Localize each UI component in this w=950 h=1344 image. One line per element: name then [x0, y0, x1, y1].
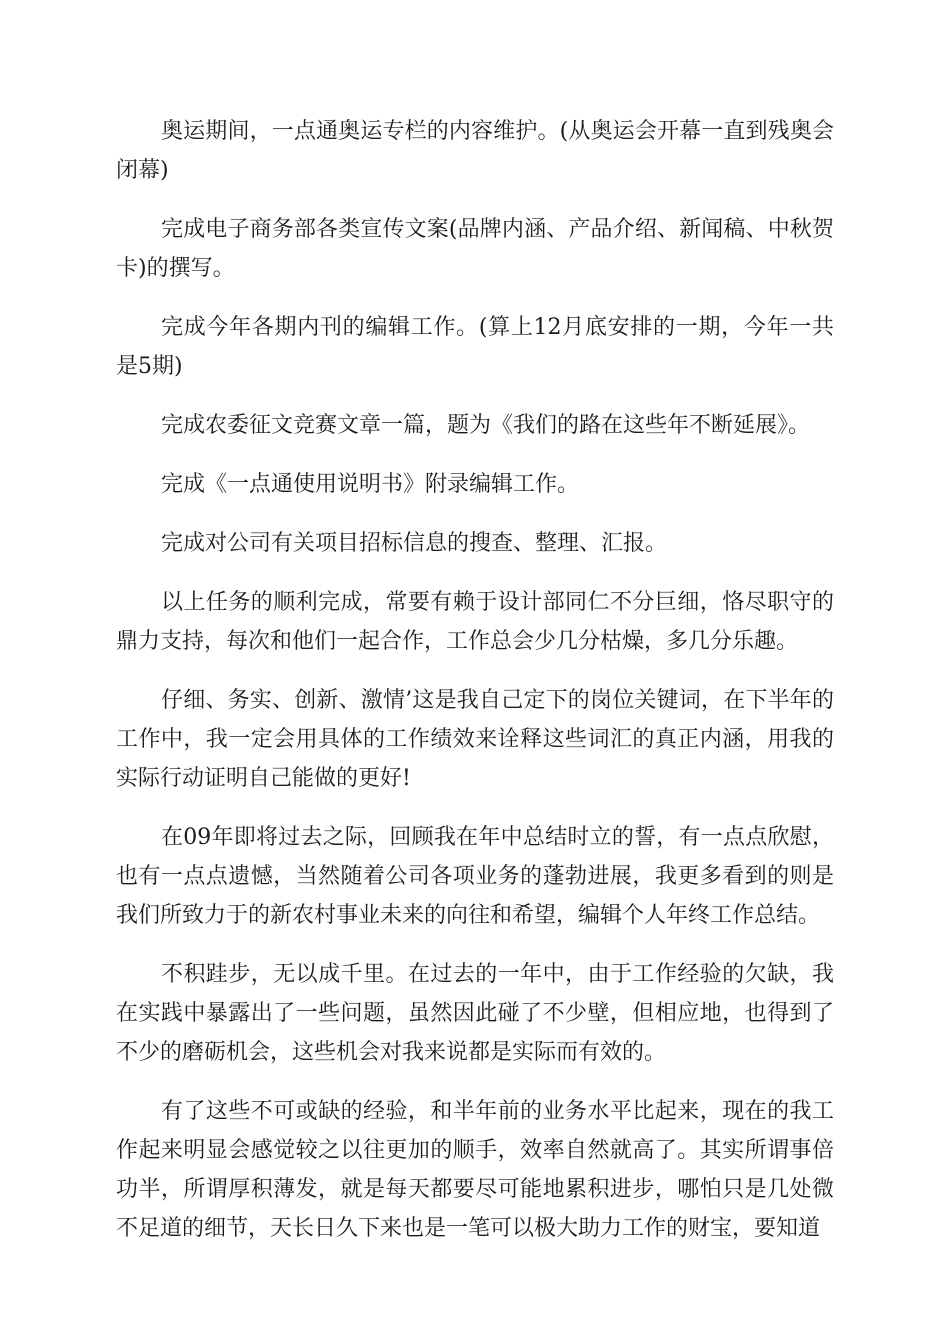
paragraph-bidding-info: 完成对公司有关项目招标信息的搜查、整理、汇报。	[161, 531, 668, 556]
paragraph-year-review: 在09年即将过去之际，回顾我在年中总结时立的誓，有一点点欣慰，也有一点点遗憾，当然随着公司各项业务的蓬勃进展，我更多看到的则是我们所致力于的新农村事业未来的向往和希望，编辑个人年终工作总结。	[116, 825, 834, 928]
paragraph-ecommerce-copywriting: 完成电子商务部各类宣传文案(品牌内涵、产品介绍、新闻稿、中秋贺卡)的撰写。	[116, 217, 834, 281]
paragraph-internal-journal: 完成今年各期内刊的编辑工作。(算上12月底安排的一期，今年一共是5期)	[116, 315, 834, 379]
paragraph-essay-contest: 完成农委征文竞赛文章一篇，题为《我们的路在这些年不断延展》。	[161, 413, 811, 438]
paragraph-design-team-thanks: 以上任务的顺利完成，常要有赖于设计部同仁不分巨细，恪尽职守的鼎力支持，每次和他们一起合作，工作总会少几分枯燥，多几分乐趣。	[116, 590, 834, 654]
document-body	[116, 112, 834, 1268]
paragraph-keywords: 仔细、务实、创新、激情’这是我自己定下的岗位关键词，在下半年的工作中，我一定会用具体的工作绩效来诠释这些词汇的真正内涵，用我的实际行动证明自己能做的更好!	[116, 688, 834, 791]
paragraph-efficiency: 有了这些不可或缺的经验，和半年前的业务水平比起来，现在的我工作起来明显会感觉较之以往更加的顺手，效率自然就高了。其实所谓事倍功半，所谓厚积薄发，就是每天都要尽可能地累积进步，哪怕只是几处微不足道的细节，天长日久下来也是一笔可以极大助力工作的财宝，要知道	[116, 1099, 834, 1241]
paragraph-manual-appendix: 完成《一点通使用说明书》附录编辑工作。	[161, 472, 580, 497]
paragraph-experience: 不积跬步，无以成千里。在过去的一年中，由于工作经验的欠缺，我在实践中暴露出了一些问题，虽然因此碰了不少壁，但相应地，也得到了不少的磨砺机会，这些机会对我来说都是实际而有效的。	[116, 962, 834, 1065]
paragraph-olympics-column: 奥运期间，一点通奥运专栏的内容维护。(从奥运会开幕一直到残奥会闭幕)	[116, 119, 834, 183]
